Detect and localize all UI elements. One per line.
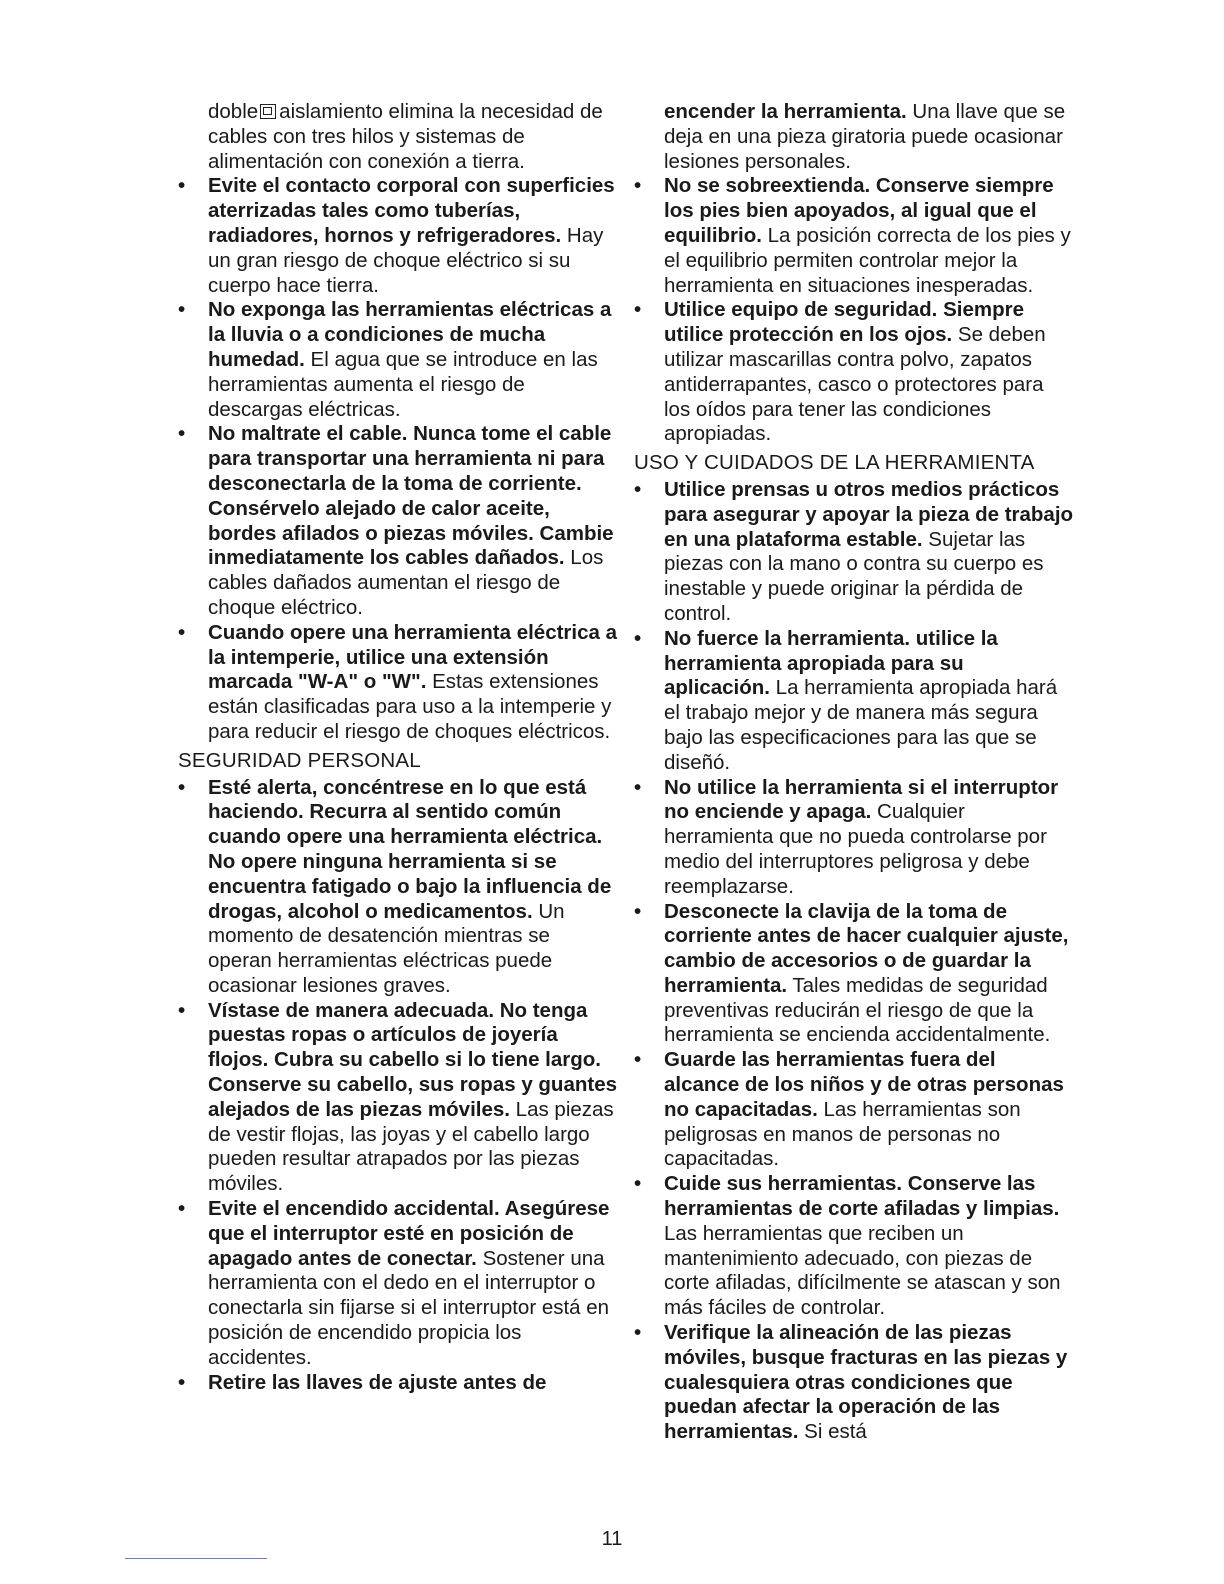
bullet-bold: Guarde las herramientas fuera del alcance de los niños y de otras personas no capacitadas.	[664, 1048, 1064, 1121]
continued-text: Una llave que se deja en una pieza giratoria puede ocasionar lesiones personales.	[664, 100, 1066, 173]
bullet-item	[634, 776, 1074, 900]
bullet-text: Sujetar las piezas con la mano o contra su cuerpo es inestable y puede originar la pérdida de control.	[664, 527, 1044, 625]
bullet-dot: •	[634, 775, 642, 799]
bullet-text: La posición correcta de los pies y el equilibrio permiten controlar mejor la herramienta en situaciones inesperadas.	[664, 223, 1071, 297]
bullet-dot: •	[634, 1172, 642, 1196]
bullet-bold: Evite el contacto corporal con superficies aterrizadas tales como tuberías, radiadores, hornos y refrigeradores.	[208, 174, 615, 247]
bullet-bold: No maltrate el cable. Nunca tome el cable para transportar una herramienta ni para desconectarla de la toma de corriente. Consérvelo alejado de calor aceite, bordes afilados o piezas móviles. Cambie inmediatamente los cables dañados.	[208, 422, 614, 570]
footer-rule	[125, 1558, 267, 1559]
double-insulation-icon	[260, 104, 276, 119]
bullet-item	[634, 174, 1074, 298]
bullet-item	[178, 621, 618, 745]
bullet-dot: •	[634, 1321, 642, 1345]
bullet-dot: •	[178, 775, 186, 799]
bullet-text: La herramienta apropiada hará el trabajo mejor y de manera más segura bajo las especificaciones para las que se diseñó.	[664, 676, 1058, 774]
bullet-dot: •	[178, 174, 186, 198]
bullet-dot: •	[634, 477, 642, 501]
continued-bold: encender la herramienta.	[664, 100, 907, 123]
bullet-text: El agua que se introduce en las herramientas aumenta el riesgo de descargas eléctricas.	[208, 347, 598, 421]
bullet-item	[634, 478, 1074, 627]
bullet-item	[178, 1371, 618, 1396]
bullet-bold: Desconecte la clavija de la toma de corriente antes de hacer cualquier ajuste, cambio de accesorios o de guardar la herramienta.	[664, 899, 1069, 997]
bullet-item	[178, 298, 618, 422]
bullet-bold: No fuerce la herramienta. utilice la herramienta apropiada para su aplicación.	[664, 626, 998, 700]
section-heading-personal-safety: SEGURIDAD PERSONAL	[178, 748, 421, 772]
bullet-bold: Evite el encendido accidental. Asegúrese que el interruptor esté en posición de apagado antes de conectar.	[208, 1197, 610, 1270]
bullet-item	[178, 422, 618, 620]
bullet-item	[634, 1321, 1074, 1445]
bullet-text: Las piezas de vestir flojas, las joyas y el cabello largo pueden resultar atrapados por las piezas móviles.	[208, 1097, 614, 1196]
bullet-text: Estas extensiones están clasificadas para uso a la intemperie y para reducir el riesgo de choques eléctricos.	[208, 670, 612, 743]
page-number: 11	[601, 1528, 623, 1550]
bullet-item	[634, 1172, 1074, 1321]
left-column	[178, 100, 618, 1395]
bullet-dot: •	[634, 626, 642, 650]
bullet-bold: No se sobreextienda. Conserve siempre los pies bien apoyados, al igual que el equilibrio.	[664, 174, 1054, 247]
section-heading-tool-care: USO Y CUIDADOS DE LA HERRAMIENTA	[634, 451, 1035, 475]
bullet-bold: No exponga las herramientas eléctricas a la lluvia o a condiciones de mucha humedad.	[208, 298, 612, 371]
bullet-dot: •	[178, 1197, 186, 1221]
continued-paragraph	[634, 100, 1074, 174]
bullet-bold: Retire las llaves de ajuste antes de	[208, 1370, 547, 1394]
intro-text-pre: doble	[208, 100, 259, 123]
bullet-text: Si está	[798, 1420, 867, 1444]
bullet-bold: Utilice equipo de seguridad. Siempre utilice protección en los ojos.	[664, 298, 1024, 347]
bullet-item	[178, 999, 618, 1197]
bullet-item	[634, 627, 1074, 776]
bullet-bold: No utilice la herramienta si el interruptor no enciende y apaga.	[664, 775, 1059, 824]
bullet-text: Las herramientas que reciben un mantenimiento adecuado, con piezas de corte afiladas, difícilmente se atascan y son más fáciles de controlar.	[664, 1221, 1061, 1320]
bullet-dot: •	[178, 998, 186, 1022]
bullet-text: Se deben utilizar mascarillas contra polvo, zapatos antiderrapantes, casco o protectores para los oídos para tener las condiciones apropiadas.	[664, 323, 1046, 446]
bullet-item	[634, 900, 1074, 1049]
bullet-dot: •	[634, 298, 642, 322]
bullet-bold: Utilice prensas u otros medios prácticos para asegurar y apoyar la pieza de trabajo en una plataforma estable.	[664, 477, 1074, 551]
bullet-item	[178, 1197, 618, 1371]
right-column	[634, 100, 1074, 1445]
bullet-bold: Esté alerta, concéntrese en lo que está haciendo. Recurra al sentido común cuando opere una herramienta eléctrica. No opere ninguna herramienta si se encuentra fatigado o bajo la influencia de drogas, alcohol o medicamentos.	[208, 775, 612, 923]
bullet-item	[634, 298, 1074, 447]
bullet-dot: •	[178, 620, 186, 644]
intro-paragraph	[178, 100, 618, 174]
bullet-bold: Cuide sus herramientas. Conserve las herramientas de corte afiladas y limpias.	[664, 1172, 1060, 1221]
bullet-item	[178, 776, 618, 999]
bullet-dot: •	[634, 899, 642, 923]
bullet-text: Un momento de desatención mientras se operan herramientas eléctricas puede ocasionar lesiones graves.	[208, 899, 565, 997]
bullet-dot: •	[634, 1048, 642, 1072]
bullet-dot: •	[178, 422, 186, 446]
bullet-item	[634, 1048, 1074, 1172]
bullet-item	[178, 174, 618, 298]
bullet-text: Sostener una herramienta con el dedo en el interruptor o conectarla sin fijarse si el interruptor está en posición de encendido propicia los accidentes.	[208, 1246, 610, 1369]
bullet-text: Cualquier herramienta que no pueda controlarse por medio del interruptores peligrosa y debe reemplazarse.	[664, 800, 1047, 898]
intro-text-post: aislamiento elimina la necesidad de cables con tres hilos y sistemas de alimentación con conexión a tierra.	[208, 100, 603, 173]
bullet-dot: •	[178, 298, 186, 322]
bullet-dot: •	[634, 174, 642, 198]
bullet-text: Hay un gran riesgo de choque eléctrico si su cuerpo hace tierra.	[208, 223, 604, 297]
bullet-bold: Vístase de manera adecuada. No tenga puestas ropas o artículos de joyería flojos. Cubra su cabello si lo tiene largo. Conserve su cabello, sus ropas y guantes alejados de las piezas móviles.	[208, 998, 618, 1121]
bullet-dot: •	[178, 1370, 186, 1394]
bullet-text: Las herramientas son peligrosas en manos de personas no capacitadas.	[664, 1097, 1021, 1171]
bullet-text: Los cables dañados aumentan el riesgo de choque eléctrico.	[208, 546, 604, 619]
bullet-bold: Verifique la alineación de las piezas móviles, busque fracturas en las piezas y cualesquiera otras condiciones que puedan afectar la operación de las herramientas.	[664, 1321, 1068, 1444]
bullet-text: Tales medidas de seguridad preventivas reducirán el riesgo de que la herramienta se encienda accidentalmente.	[664, 973, 1051, 1047]
bullet-bold: Cuando opere una herramienta eléctrica a la intemperie, utilice una extensión marcada "W-A" o "W".	[208, 620, 617, 694]
